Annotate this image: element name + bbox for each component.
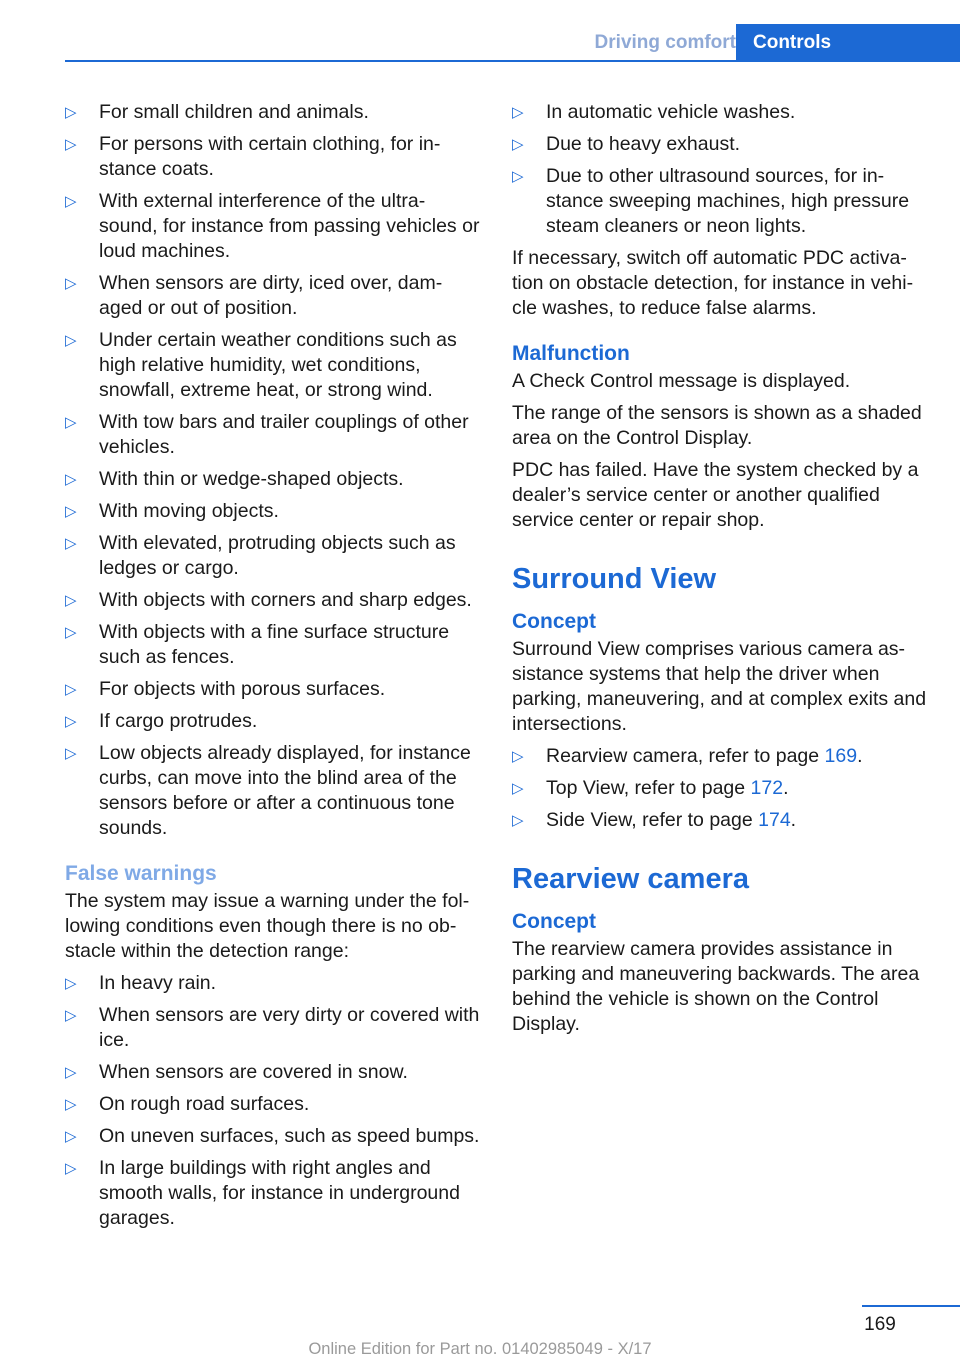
list-item [512, 808, 932, 833]
list-item [65, 741, 483, 841]
list-item [65, 531, 483, 581]
list-item [512, 776, 932, 801]
page-link-174[interactable]: 174 [758, 809, 791, 831]
triangle-bullet-icon: ▷ [65, 193, 77, 210]
list-item-text: For persons with certain clothing, for in-stance coats. [99, 133, 441, 180]
list-item-text: For small children and animals. [99, 101, 369, 123]
list-item [65, 467, 483, 492]
list-item-text: In heavy rain. [99, 972, 217, 994]
list-item [65, 132, 483, 182]
triangle-bullet-icon: ▷ [512, 136, 524, 153]
list-item-text: If cargo protrudes. [99, 710, 258, 732]
rearview-camera-title: Rearview camera [512, 863, 749, 895]
list-item [65, 709, 483, 734]
list-item-text: Due to other ultrasound sources, for in-stance sweeping machines, high pressure steam cleaners or neon lights. [546, 165, 910, 237]
pdc-note: If necessary, switch off automatic PDC activa-tion on obstacle detection, for instance in vehi-cle washes, to reduce false alarms. [512, 247, 914, 319]
list-item-text: With moving objects. [99, 500, 279, 522]
list-item-text: Rearview camera, refer to page [546, 745, 825, 767]
footer-rule [862, 1305, 960, 1307]
triangle-bullet-icon: ▷ [512, 168, 524, 185]
list-item [65, 271, 483, 321]
list-item-text: When sensors are covered in snow. [99, 1061, 408, 1083]
triangle-bullet-icon: ▷ [65, 414, 77, 431]
surround-view-links [512, 744, 932, 833]
list-item [65, 499, 483, 524]
list-item-text: With external interference of the ultra-sound, for instance from passing vehicles or loud machines. [99, 190, 480, 262]
list-item [65, 1003, 483, 1053]
list-item-text: On uneven surfaces, such as speed bumps. [99, 1125, 480, 1147]
rearview-concept-heading: Concept [512, 910, 596, 933]
false-warnings-list [65, 971, 483, 1231]
triangle-bullet-icon: ▷ [512, 748, 524, 765]
list-item [512, 164, 932, 239]
list-item [512, 100, 932, 125]
list-item [65, 620, 483, 670]
triangle-bullet-icon: ▷ [65, 136, 77, 153]
list-item [65, 328, 483, 403]
list-item [512, 132, 932, 157]
header-section-title: Driving comfort [594, 32, 736, 53]
malfunction-text-3: PDC has failed. Have the system checked by a dealer’s service center or another qualified service center or repair shop. [512, 459, 919, 531]
list-item-text: When sensors are very dirty or covered with ice. [99, 1004, 480, 1051]
triangle-bullet-icon: ▷ [65, 535, 77, 552]
list-item-text: Low objects already displayed, for instance curbs, can move into the blind area of the sensors before or after a continuous tone sounds. [99, 742, 471, 839]
page-link-169[interactable]: 169 [824, 745, 858, 767]
triangle-bullet-icon: ▷ [65, 1128, 77, 1145]
list-item-text: Side View, refer to page [546, 809, 759, 831]
list-item [65, 100, 483, 125]
list-item [65, 1156, 483, 1231]
list-item-text: For objects with porous surfaces. [99, 678, 386, 700]
triangle-bullet-icon: ▷ [65, 745, 77, 762]
triangle-bullet-icon: ▷ [65, 1007, 77, 1024]
triangle-bullet-icon: ▷ [65, 503, 77, 520]
malfunction-text-1: A Check Control message is displayed. [512, 370, 851, 392]
list-item [65, 677, 483, 702]
list-item-text: When sensors are dirty, iced over, dam-aged or out of position. [99, 272, 443, 319]
triangle-bullet-icon: ▷ [512, 780, 524, 797]
triangle-bullet-icon: ▷ [65, 471, 77, 488]
left-column [65, 100, 483, 1238]
list-item-text: In automatic vehicle washes. [546, 101, 796, 123]
page-number: 169 [864, 1314, 896, 1335]
triangle-bullet-icon: ▷ [65, 592, 77, 609]
triangle-bullet-icon: ▷ [65, 624, 77, 641]
triangle-bullet-icon: ▷ [65, 1064, 77, 1081]
triangle-bullet-icon: ▷ [65, 1096, 77, 1113]
rearview-concept-text: The rearview camera provides assistance in parking and maneuvering backwards. The area behind the vehicle is shown on the Control Display. [512, 938, 920, 1035]
triangle-bullet-icon: ▷ [65, 332, 77, 349]
page-link-172[interactable]: 172 [750, 777, 784, 799]
triangle-bullet-icon: ▷ [65, 713, 77, 730]
list-item [65, 189, 483, 264]
edition-footer: Online Edition for Part no. 01402985049 - X/17 [308, 1340, 652, 1358]
list-item-text: With objects with corners and sharp edges. [99, 589, 472, 611]
list-item-text: On rough road surfaces. [99, 1093, 310, 1115]
limitations-list [65, 100, 483, 841]
triangle-bullet-icon: ▷ [65, 975, 77, 992]
surround-view-title: Surround View [512, 563, 717, 595]
list-item-text: With thin or wedge-shaped objects. [99, 468, 404, 490]
false-warnings-intro: The system may issue a warning under the fol-lowing conditions even though there is no ob-stacle within the detection range: [65, 890, 470, 962]
list-item-text: With elevated, protruding objects such as ledges or cargo. [99, 532, 456, 579]
list-item-text: Due to heavy exhaust. [546, 133, 741, 155]
list-item [65, 1124, 483, 1149]
triangle-bullet-icon: ▷ [65, 1160, 77, 1177]
triangle-bullet-icon: ▷ [65, 275, 77, 292]
triangle-bullet-icon: ▷ [512, 104, 524, 121]
list-item-end: . [783, 777, 789, 799]
triangle-bullet-icon: ▷ [512, 812, 524, 829]
list-item-end: . [790, 809, 797, 831]
surround-view-concept-heading: Concept [512, 610, 596, 633]
malfunction-heading: Malfunction [512, 342, 630, 365]
surround-view-concept-text: Surround View comprises various camera as-sistance systems that help the driver when parking, maneuvering, and at complex exits and intersections. [512, 638, 927, 735]
list-item-text: Under certain weather conditions such as high relative humidity, wet conditions, snowfall, extreme heat, or strong wind. [99, 329, 457, 401]
list-item [65, 588, 483, 613]
list-item [65, 410, 483, 460]
header-rule [65, 60, 960, 62]
triangle-bullet-icon: ▷ [65, 104, 77, 121]
list-item-text: With tow bars and trailer couplings of other vehicles. [99, 411, 469, 458]
list-item-end: . [857, 745, 863, 767]
limitations-list-continued [512, 100, 932, 239]
list-item-text: Top View, refer to page [546, 777, 751, 799]
header-chapter-tab: Controls [736, 24, 960, 62]
malfunction-text-2: The range of the sensors is shown as a shaded area on the Control Display. [512, 402, 922, 449]
list-item [65, 971, 483, 996]
triangle-bullet-icon: ▷ [65, 681, 77, 698]
list-item-text: In large buildings with right angles and smooth walls, for instance in underground garages. [99, 1157, 460, 1229]
right-column [512, 100, 932, 1044]
list-item [65, 1060, 483, 1085]
list-item-text: With objects with a fine surface structure such as fences. [99, 621, 450, 668]
list-item [512, 744, 932, 769]
list-item [65, 1092, 483, 1117]
false-warnings-heading: False warnings [65, 862, 217, 885]
